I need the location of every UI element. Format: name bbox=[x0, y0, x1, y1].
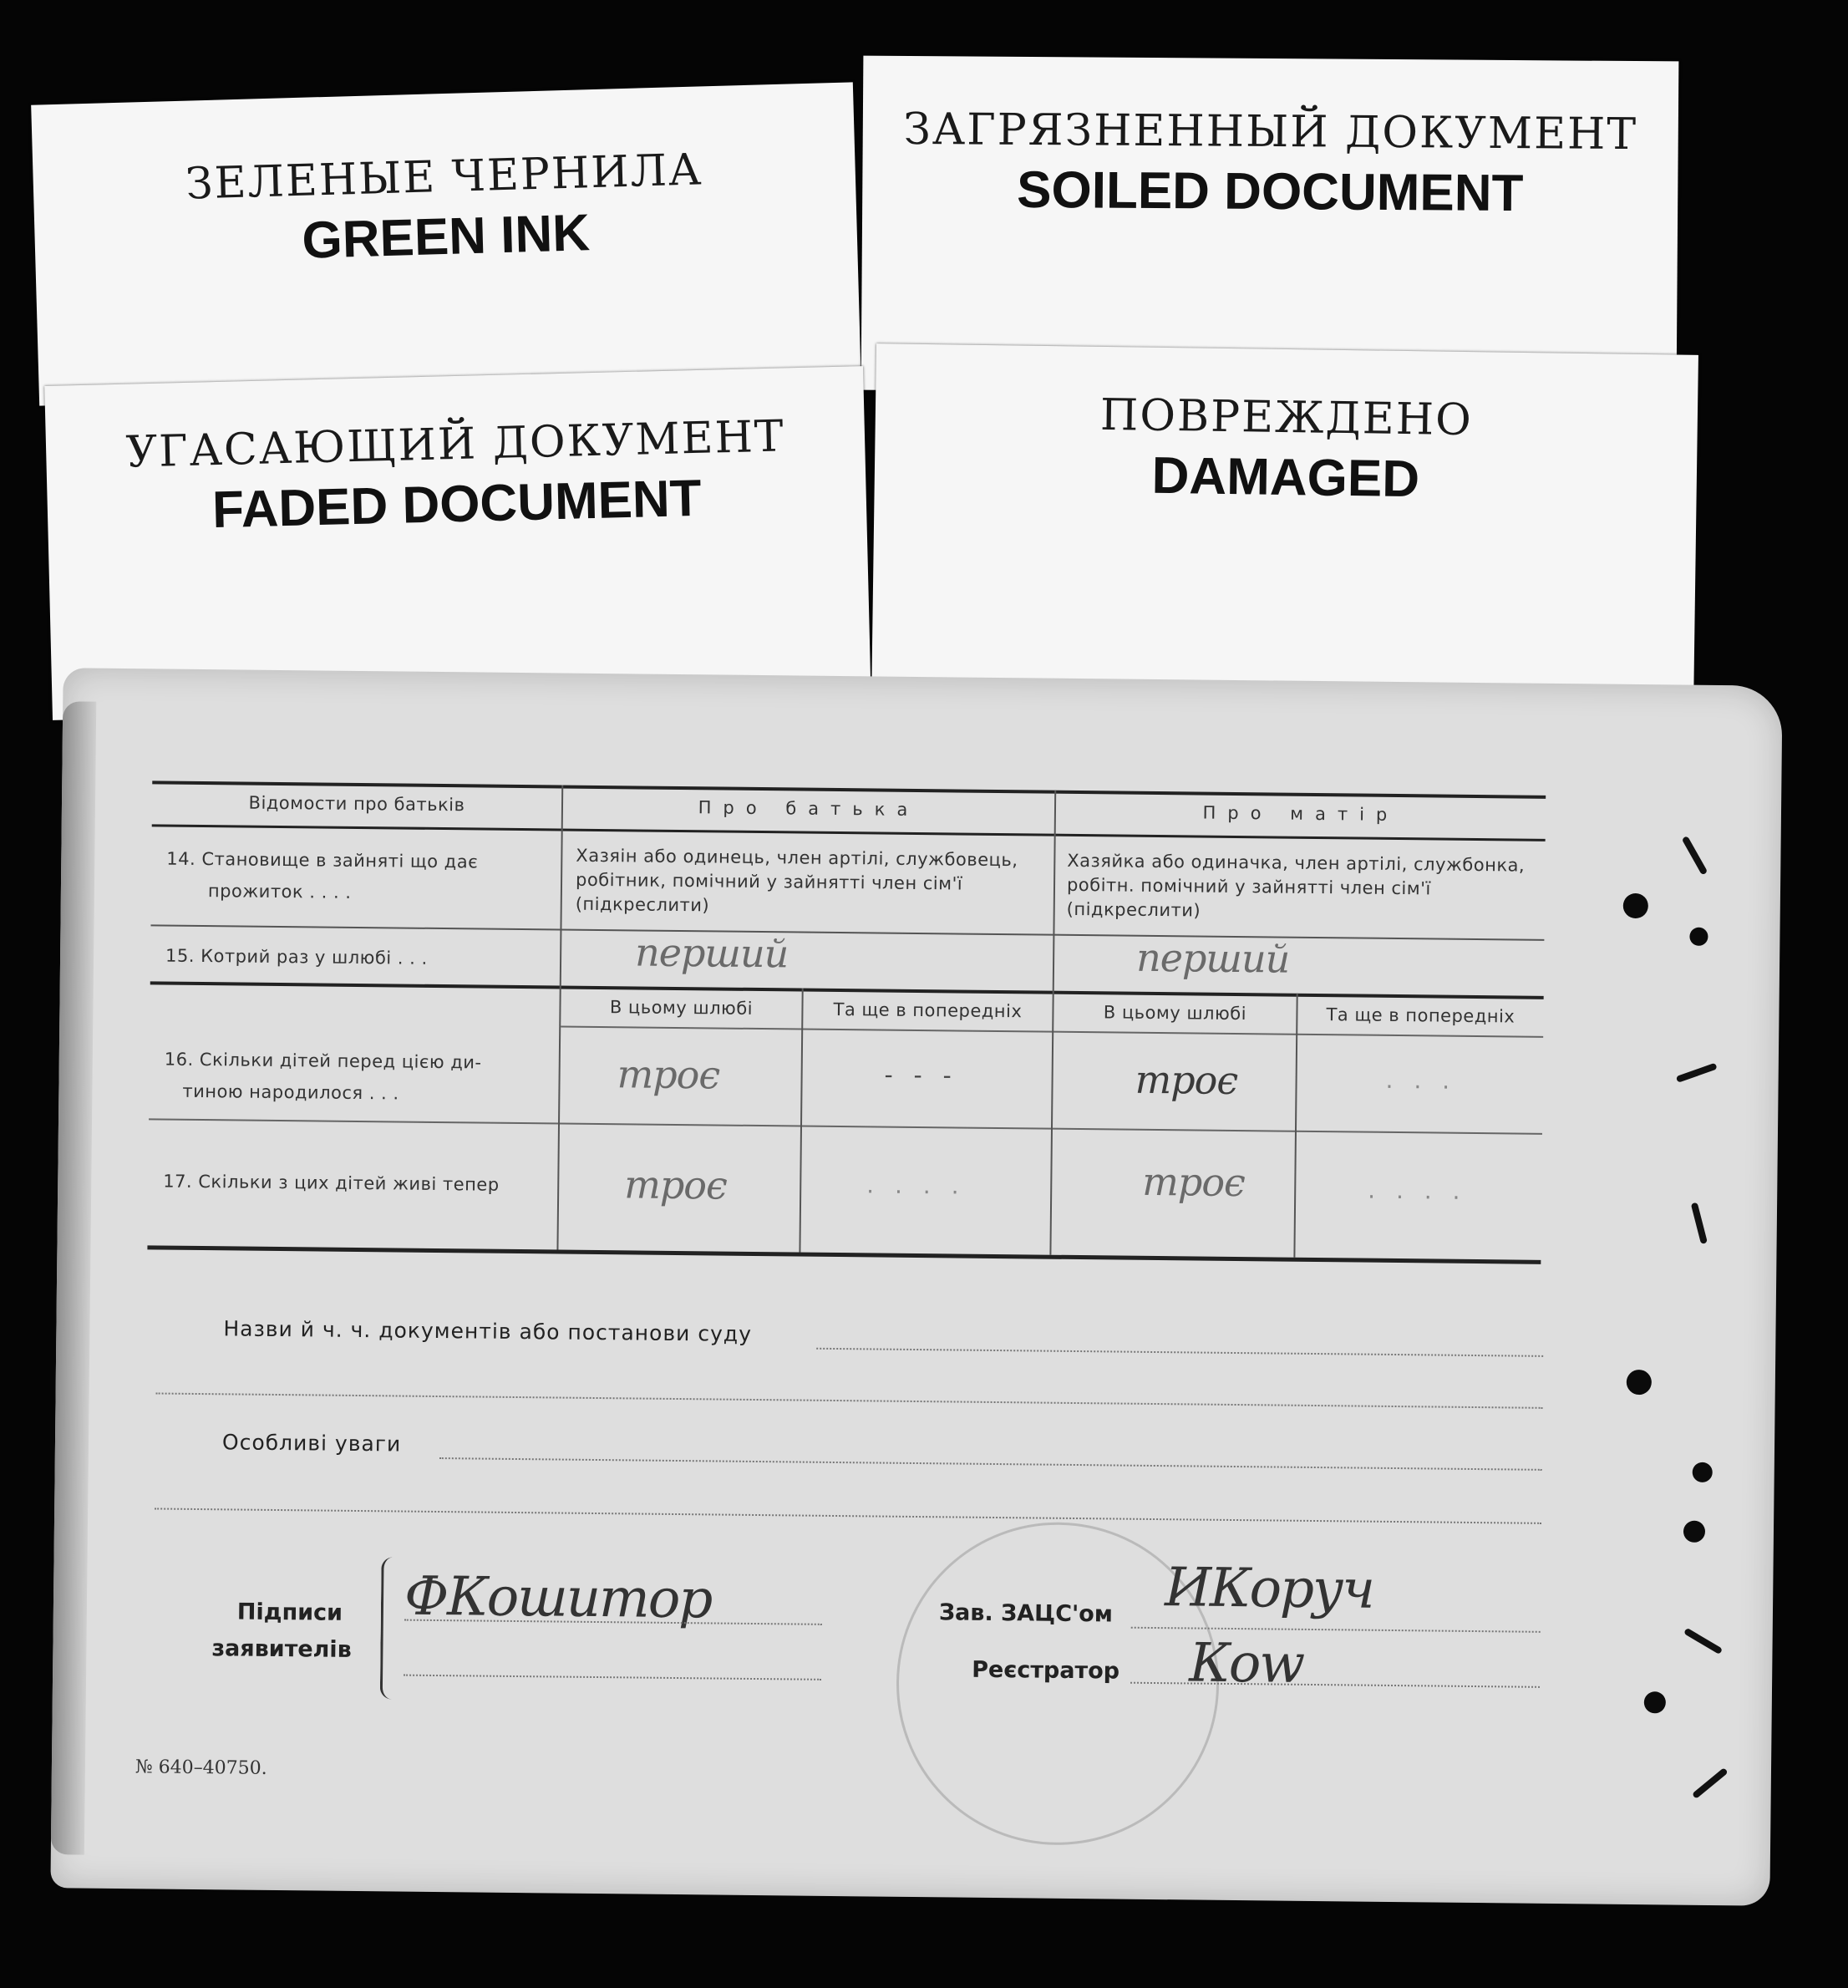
sub-previous-mother: Та ще в попередніх bbox=[1326, 1004, 1515, 1027]
punch-hole bbox=[1693, 1462, 1713, 1482]
applicants-signature-label: Підписи bbox=[236, 1599, 343, 1626]
head-signature: ИКоруч bbox=[1164, 1557, 1374, 1621]
sub-this-marriage-mother: В цьому шлюбі bbox=[1103, 1002, 1247, 1025]
row15-father-handwriting: перший bbox=[634, 929, 789, 977]
card-en-text: SOILED DOCUMENT bbox=[1016, 160, 1524, 223]
form-number: № 640–40750. bbox=[135, 1757, 267, 1779]
signature-brace bbox=[380, 1557, 399, 1699]
registrar-label: Реєстратор bbox=[972, 1656, 1120, 1685]
row16-mother-prev: . . . bbox=[1385, 1065, 1457, 1095]
faded-document-card bbox=[44, 366, 871, 720]
paper-tear bbox=[1676, 1063, 1718, 1083]
head-zags-label: Зав. ЗАЦС'ом bbox=[938, 1599, 1114, 1628]
punch-hole bbox=[1644, 1691, 1666, 1713]
green-ink-card bbox=[31, 82, 861, 405]
card-ru-text: ЗАГРЯЗНЕННЫЙ ДОКУМЕНТ bbox=[903, 104, 1638, 160]
punch-hole bbox=[1689, 928, 1708, 946]
row16-father-prev: - - - bbox=[884, 1060, 958, 1090]
row14-label: 14. Становище в зайняті що дає bbox=[166, 848, 479, 872]
row14-father-options: Хазяін або одинець, член артілі, службовець, робітник, помічний у зайнятті член сім'ї (підкреслити) bbox=[575, 845, 1018, 916]
row16-mother-this-handwriting: троє bbox=[1135, 1056, 1238, 1104]
punch-hole bbox=[1623, 893, 1648, 918]
row16-father-this-handwriting: троє bbox=[617, 1051, 720, 1098]
row17-father-this-handwriting: троє bbox=[623, 1162, 728, 1208]
header-parents-info: Відомости про батьків bbox=[248, 792, 465, 816]
header-mother: Про матір bbox=[1202, 802, 1399, 826]
registrar-signature: Коw bbox=[1188, 1632, 1304, 1696]
sub-previous-father: Та ще в попередніх bbox=[833, 999, 1023, 1022]
row14-mother-options: Хазяйка або одиначка, член артілі, службонка, робітн. помічний у зайнятті член сім'ї (підкреслити) bbox=[1066, 850, 1526, 921]
applicants-signature-label-cont: заявителів bbox=[211, 1635, 352, 1663]
card-en-text: FADED DOCUMENT bbox=[211, 469, 703, 540]
paper-tear bbox=[1682, 836, 1708, 875]
row15-mother-handwriting: перший bbox=[1135, 934, 1290, 982]
applicant-sig-line-2 bbox=[404, 1675, 821, 1680]
documents-label: Назви й ч. ч. документів або постанови суду bbox=[223, 1316, 753, 1346]
paper-tear bbox=[1692, 1767, 1729, 1799]
row15-label: 15. Котрий раз у шлюбі . . . bbox=[165, 945, 428, 969]
documents-line bbox=[816, 1348, 1543, 1357]
registration-form-sheet bbox=[50, 668, 1782, 1905]
row16-label-cont: тиною народилося . . . bbox=[182, 1080, 399, 1104]
punch-hole bbox=[1627, 1370, 1652, 1395]
header-father: Про батька bbox=[698, 797, 920, 821]
row14-label-cont: прожиток . . . . bbox=[207, 881, 352, 902]
sheet-edge bbox=[51, 701, 96, 1854]
row17-label: 17. Скільки з цих дітей живі тепер bbox=[163, 1171, 500, 1195]
remarks-line-2 bbox=[155, 1508, 1541, 1523]
punch-hole bbox=[1683, 1521, 1705, 1543]
parents-info-table bbox=[147, 780, 1546, 1264]
paper-tear bbox=[1691, 1202, 1708, 1244]
sub-this-marriage-father: В цьому шлюбі bbox=[609, 997, 754, 1019]
remarks-line bbox=[439, 1457, 1542, 1471]
row17-father-prev: . . . . bbox=[866, 1171, 966, 1200]
row16-label: 16. Скільки дітей перед цією ди- bbox=[164, 1049, 482, 1073]
card-ru-text: ПОВРЕЖДЕНО bbox=[1099, 389, 1474, 446]
row17-mother-prev: . . . . bbox=[1368, 1176, 1467, 1205]
documents-line-2 bbox=[156, 1392, 1543, 1408]
applicant-signature: ФКошитор bbox=[404, 1565, 712, 1631]
damaged-card bbox=[871, 343, 1698, 714]
paper-tear bbox=[1683, 1628, 1723, 1655]
card-ru-text: УГАСАЮЩИЙ ДОКУМЕНТ bbox=[124, 411, 786, 478]
remarks-label: Особливі уваги bbox=[221, 1430, 402, 1457]
row17-mother-this-handwriting: троє bbox=[1142, 1158, 1246, 1206]
card-en-text: DAMAGED bbox=[1151, 446, 1420, 509]
card-en-text: GREEN INK bbox=[301, 204, 591, 270]
card-ru-text: ЗЕЛЕНЫЕ ЧЕРНИЛА bbox=[185, 145, 704, 210]
